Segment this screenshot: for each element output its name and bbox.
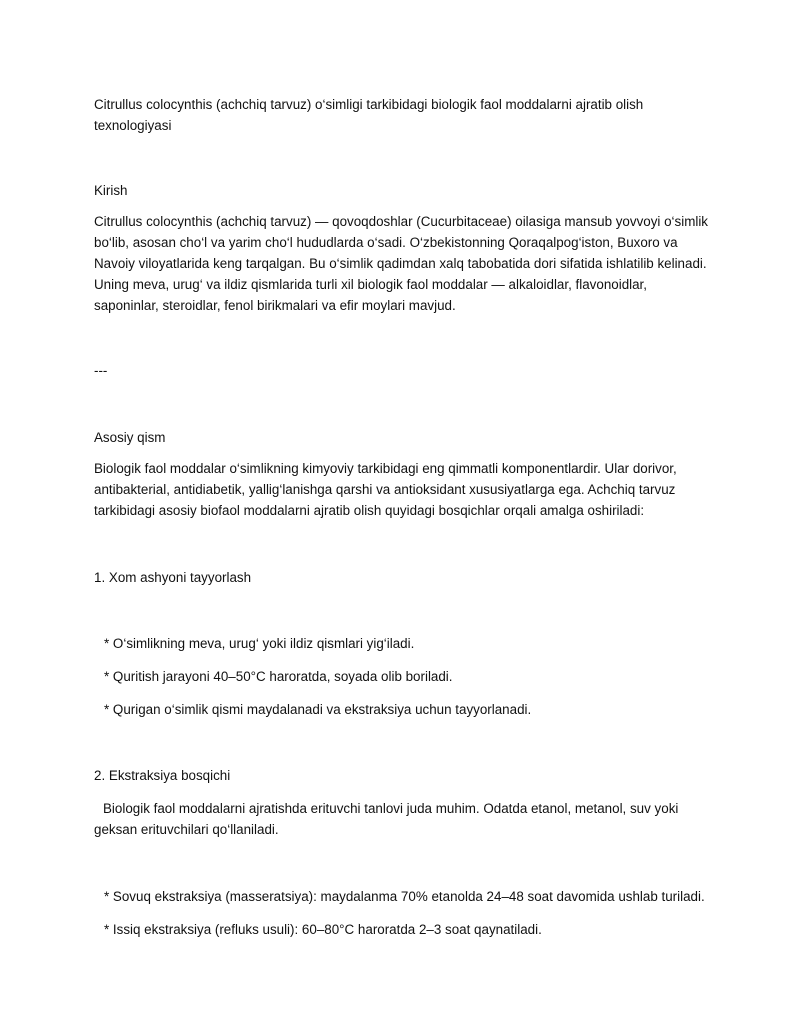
main-heading: Asosiy qism bbox=[94, 430, 166, 445]
intro-heading: Kirish bbox=[94, 183, 128, 198]
section2-heading: 2. Ekstraksiya bosqichi bbox=[94, 768, 231, 783]
section1-bullet: * Qurigan o‘simlik qismi maydalanadi va ekstraksiya uchun tayyorlanadi. bbox=[104, 702, 532, 717]
section2-paragraph: Biologik faol moddalarni ajratishda erituvchi tanlovi juda muhim. Odatda etanol, metanol, suv yoki geksan erituvchilari qo‘llaniladi. bbox=[94, 801, 679, 837]
intro-paragraph: Citrullus colocynthis (achchiq tarvuz) — qovoqdoshlar (Cucurbitaceae) oilasiga mansub yovvoyi o‘simlik bo‘lib, asosan cho‘l va yarim cho‘l hududlarda o‘sadi. O‘zbekistonning Qoraqalpog‘iston, Buxoro va Navoiy viloyatlarida keng tarqalgan. Bu o‘simlik qadimdan xalq tabobatida dori sifatida ishlatilib kelinadi. Uning meva, urug‘ va ildiz qismlarida turli xil biologik faol moddalar — alkaloidlar, flavonoidlar, saponinlar, steroidlar, fenol birikmalari va efir moylari mavjud. bbox=[94, 214, 708, 313]
section1-bullet: * Quritish jarayoni 40–50°C haroratda, soyada olib boriladi. bbox=[104, 669, 453, 684]
main-paragraph: Biologik faol moddalar o‘simlikning kimyoviy tarkibidagi eng qimmatli komponentlardir. Ular dorivor, antibakterial, antidiabetik, yallig‘lanishga qarshi va antioksidant xususiyatlarga ega. Achchiq tarvuz tarkibidagi asosiy biofaol moddalarni ajratib olish quyidagi bosqichlar orqali amalga oshiriladi: bbox=[94, 461, 677, 518]
section-separator: --- bbox=[94, 363, 108, 378]
document-title: Citrullus colocynthis (achchiq tarvuz) o‘simligi tarkibidagi biologik faol moddalarni ajratib olish texnologiyasi bbox=[94, 97, 644, 133]
section1-heading: 1. Xom ashyoni tayyorlash bbox=[94, 570, 252, 585]
section1-bullet: * O‘simlikning meva, urug‘ yoki ildiz qismlari yig‘iladi. bbox=[104, 636, 415, 651]
section2-bullet: * Sovuq ekstraksiya (masseratsiya): maydalanma 70% etanolda 24–48 soat davomida ushlab turiladi. bbox=[104, 889, 705, 904]
section2-bullet: * Issiq ekstraksiya (refluks usuli): 60–80°C haroratda 2–3 soat qaynatiladi. bbox=[104, 922, 542, 937]
